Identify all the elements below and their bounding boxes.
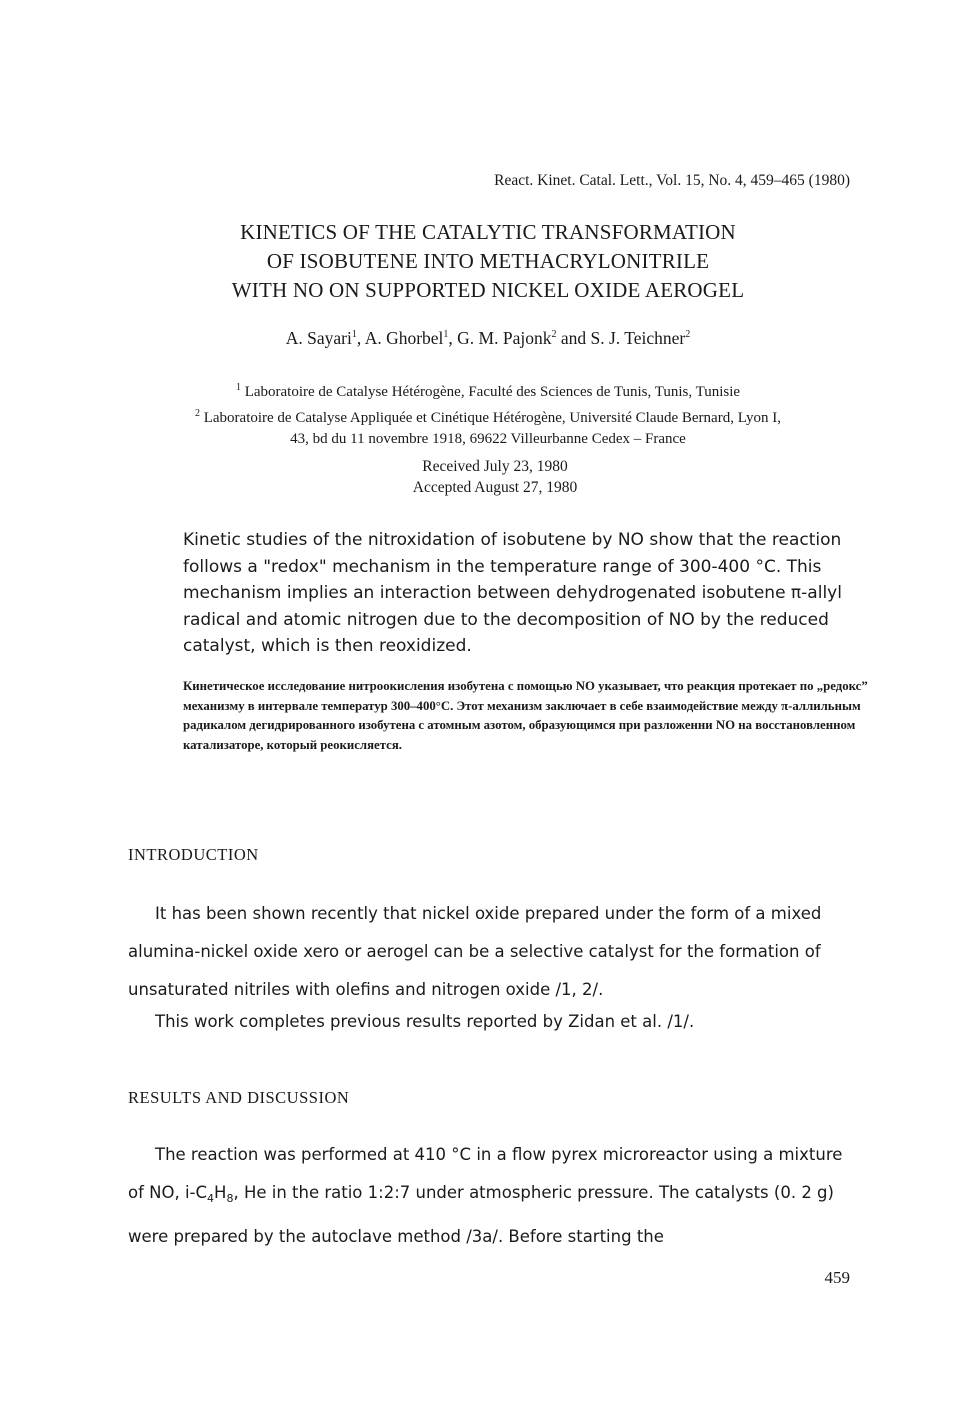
affiliation-mark: 2 [194, 408, 200, 419]
author-name: G. M. Pajonk [457, 328, 552, 348]
section-heading-results: RESULTS AND DISCUSSION [128, 1088, 350, 1107]
affiliation-text: Laboratoire de Catalyse Hétérogène, Faculté des Sciences de Tunis, Tunis, Tunisie [244, 384, 741, 400]
abstract-russian: Кинетическое исследование нитроокисления изобутена с помощью NO указывает, что реакция протекает по „редокс” механизму в интервале температур 300–400°C. Этот механизм заключает в себе взаимодействие между π-аллильным радикалом дегидрированного изобутена с атомным азотом, образующимся при разложенни NO на восстановленном катализаторе, который реокисляется. [183, 679, 868, 752]
results-paragraph [128, 1136, 848, 1256]
affiliation-line [0, 429, 976, 450]
author-name: A. Ghorbel [364, 328, 444, 348]
author-separator: and [556, 328, 591, 348]
journal-reference: React. Kinet. Catal. Lett., Vol. 15, No. 4, 459–465 (1980) [494, 172, 850, 189]
subscript: 4 [207, 1192, 215, 1205]
page-number: 459 [824, 1268, 850, 1287]
affiliation-line [0, 377, 976, 403]
accepted-date: Accepted August 27, 1980 [412, 479, 578, 496]
subscript: 8 [226, 1192, 234, 1205]
results-text: H [214, 1183, 227, 1202]
results-text: , He in the ratio 1:2:7 under atmospheric pressure. The catalysts (0. 2 g) were prepared by the autoclave method /3a/. Before starting the [128, 1183, 834, 1246]
author-separator: , [448, 328, 458, 348]
affiliations [0, 377, 976, 450]
affiliation-mark: 1 [443, 329, 449, 341]
author-list [0, 328, 976, 349]
affiliation-mark: 2 [685, 329, 691, 341]
abstract-english: Kinetic studies of the nitroxidation of isobutene by NO show that the reaction follows a "redox" mechanism in the temperature range of 300-400 °C. This mechanism implies an interaction between dehydrogenated isobutene π-allyl radical and atomic nitrogen due to the decomposition of NO by the reduced catalyst, which is then reoxidized. [183, 530, 842, 656]
submission-dates [0, 456, 976, 498]
article-title [0, 218, 976, 305]
affiliation-mark: 1 [235, 382, 241, 393]
author-name: S. J. Teichner [590, 328, 686, 348]
introduction-paragraph: It has been shown recently that nickel oxide prepared under the form of a mixed alumina-nickel oxide xero or aerogel can be a selective catalyst for the formation of unsaturated nitriles with olefins and nitrogen oxide /1, 2/. [128, 904, 822, 999]
received-date: Received July 23, 1980 [422, 458, 568, 475]
author-separator: , [356, 328, 365, 348]
section-heading-introduction: INTRODUCTION [128, 845, 259, 864]
title-line: OF ISOBUTENE INTO METHACRYLONITRILE [266, 249, 710, 273]
title-line: KINETICS OF THE CATALYTIC TRANSFORMATION [240, 220, 736, 244]
affiliation-mark: 1 [351, 329, 357, 341]
author-name: A. Sayari [285, 328, 352, 348]
title-line: WITH NO ON SUPPORTED NICKEL OXIDE AEROGEL [231, 278, 745, 302]
affiliation-text: 43, bd du 11 novembre 1918, 69622 Villeurbanne Cedex – France [290, 431, 686, 447]
affiliation-line [0, 403, 976, 429]
introduction-paragraph: This work completes previous results reported by Zidan et al. /1/. [155, 1012, 695, 1031]
affiliation-mark: 2 [551, 329, 557, 341]
affiliation-text: Laboratoire de Catalyse Appliquée et Cinétique Hétérogène, Université Claude Bernard, Lyon I, [203, 410, 782, 426]
results-text: The reaction was performed at 410 °C in a flow pyrex microreactor using a mixture of NO, i-C [128, 1145, 843, 1202]
